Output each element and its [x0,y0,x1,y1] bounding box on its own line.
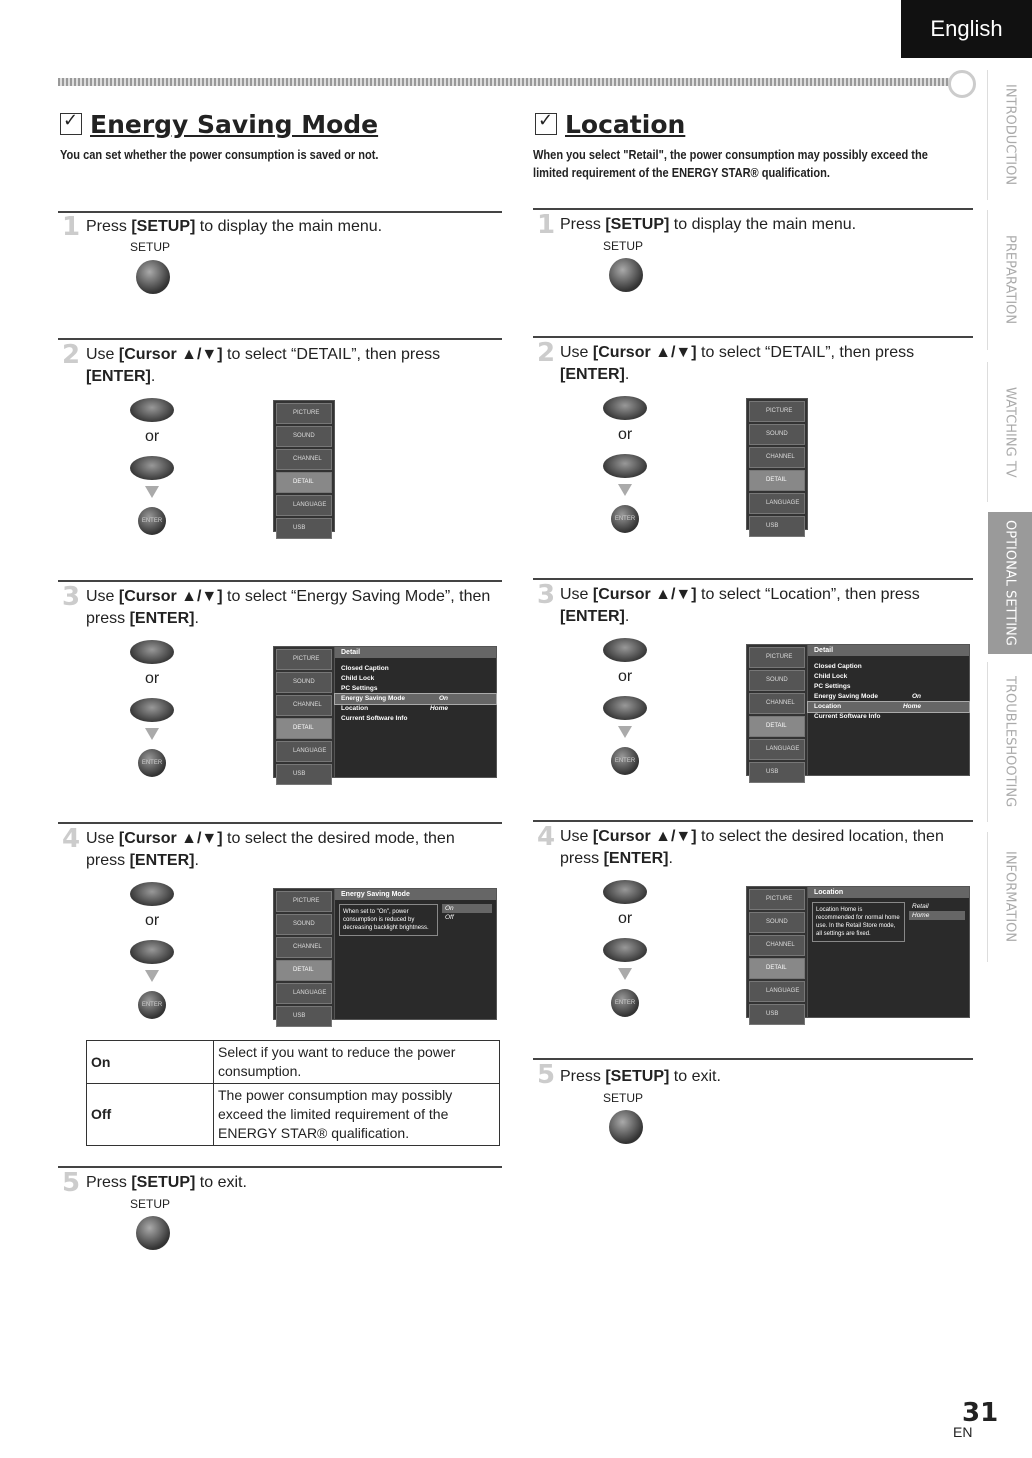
enter-button-icon: ENTER [138,507,166,535]
section-title-location: ✓Location [535,110,685,139]
tv-menu-item: USB [276,1006,332,1027]
tv-menu [274,647,335,777]
tv-menu-item: CHANNEL [749,447,805,468]
tv-menu-item: SOUND [749,912,805,933]
tv-detail-panel [335,647,496,777]
cursor-down-icon [603,454,647,478]
cursor-up-icon [603,638,647,662]
step-divider [533,1058,973,1060]
tv-menu-item: CHANNEL [276,695,332,716]
side-tab-troubleshooting[interactable]: TROUBLESHOOTING [987,662,1032,822]
tv-menu [747,645,808,775]
step-number: 3 [62,582,81,612]
tv-menu [747,887,808,1017]
tv-detail-item: Child Lock [341,675,375,682]
table-row [87,1041,500,1084]
tv-menu-item-selected: DETAIL [749,958,805,979]
header-circle-ornament [948,70,976,98]
enter-button-icon: ENTER [611,505,639,533]
tv-menu [274,889,335,1019]
arrow-down-icon [145,486,159,498]
arrow-down-icon [618,726,632,738]
setup-button-icon [609,258,643,292]
tv-menu-item: PICTURE [276,891,332,912]
tv-menu-item-selected: DETAIL [749,716,805,737]
arrow-down-icon [618,484,632,496]
tv-menu-item: CHANNEL [749,693,805,714]
step-number: 5 [537,1060,556,1090]
tv-menu-item: PICTURE [749,401,805,422]
step-number: 2 [62,340,81,370]
tv-menu-item: PICTURE [749,889,805,910]
table-value: The power consumption may possibly exceed the limited requirement of the ENERGY STAR® qualification. [214,1084,500,1146]
step-number: 4 [62,824,81,854]
tv-menu-screen [273,400,335,532]
step-text: Press [SETUP] to exit. [560,1068,721,1085]
tv-menu-item: SOUND [276,914,332,935]
tv-menu-item: USB [276,764,332,785]
section-title-energy: ✓Energy Saving Mode [60,110,378,139]
tv-menu-item: PICTURE [276,403,332,424]
or-label: or [618,668,633,685]
step-number: 1 [537,210,556,240]
tv-menu-item: LANGUAGE [749,739,805,760]
cursor-down-icon [603,938,647,962]
step-text: Press [SETUP] to display the main menu. [86,218,383,235]
tv-help-text: Location Home is recommended for normal home use. In the Retail Store mode, all settings are fixed. [812,902,905,942]
table-value: Select if you want to reduce the power consumption. [214,1041,500,1084]
language-label: English [901,0,1032,58]
tv-menu-item: SOUND [276,672,332,693]
tv-energy-panel [335,889,496,1019]
page-lang-code: EN [953,1424,973,1440]
step-divider [533,820,973,822]
cursor-up-icon [603,396,647,420]
tv-detail-screen [746,644,970,776]
step-text: Press [SETUP] to exit. [86,1174,247,1191]
side-tab-information[interactable]: INFORMATION [987,832,1032,962]
tv-energy-screen [273,888,497,1020]
tv-menu-item: USB [749,762,805,783]
side-tab-watching-tv[interactable]: WATCHING TV [987,362,1032,502]
cursor-up-icon [130,640,174,664]
checkbox-icon [535,113,557,135]
tv-option-selected: Home [909,911,965,920]
tv-detail-item: Location Home [341,705,448,712]
tv-menu-item: LANGUAGE [749,981,805,1002]
step-divider [58,822,502,824]
setup-label: SETUP [603,239,644,253]
mode-table [86,1040,500,1146]
tv-panel-header: Detail [335,647,496,658]
tv-location-panel [808,887,969,1017]
setup-button-icon [136,260,170,294]
tv-menu-item: SOUND [276,426,332,447]
step-text: Use [Cursor ▲/▼] to select “Energy Saving Mode”, then press [ENTER]. [86,588,491,627]
tv-detail-panel [808,645,969,775]
tv-menu-item: SOUND [749,424,805,445]
step-number: 5 [62,1168,81,1198]
or-label: or [618,426,633,443]
enter-button-icon: ENTER [611,747,639,775]
tv-option-selected: On [442,904,492,913]
tv-detail-item: PC Settings [814,683,851,690]
tv-menu-item: LANGUAGE [276,983,332,1004]
tv-menu-item: USB [749,1004,805,1025]
tv-menu-item: SOUND [749,670,805,691]
tv-help-text: When set to "On", power consumption is reduced by decreasing backlight brightness. [339,904,438,936]
cursor-down-icon [130,456,174,480]
arrow-down-icon [618,968,632,980]
setup-label: SETUP [603,1091,644,1105]
page-number: 31 [962,1398,999,1428]
tv-detail-item-selected: Energy Saving Mode On [335,694,496,704]
tv-menu-item-selected: DETAIL [749,470,805,491]
enter-button-icon: ENTER [138,991,166,1019]
arrow-down-icon [145,728,159,740]
table-key: On [87,1041,214,1084]
or-label: or [145,670,160,687]
step-text: Press [SETUP] to display the main menu. [560,216,857,233]
step-number: 3 [537,580,556,610]
setup-button-icon [136,1216,170,1250]
tv-menu-item: LANGUAGE [749,493,805,514]
cursor-up-icon [130,882,174,906]
step-text: Use [Cursor ▲/▼] to select “DETAIL”, then press [ENTER]. [560,344,915,383]
tv-menu-item-selected: DETAIL [276,472,332,493]
tv-detail-item: Child Lock [814,673,848,680]
tv-menu-item: USB [276,518,332,539]
step-divider [533,336,973,338]
checkbox-icon [60,113,82,135]
cursor-up-icon [603,880,647,904]
tv-menu-item: PICTURE [276,649,332,670]
tv-detail-item: Current Software Info [341,715,408,722]
tv-option: Off [445,914,454,921]
step-divider [58,1166,502,1168]
tv-panel-header: Detail [808,645,969,656]
section-description-location: When you select "Retail", the power consumption may possibly exceed the limited requirement of the ENERGY STAR® qualification. [533,147,928,180]
tv-detail-screen [273,646,497,778]
or-label: or [618,910,633,927]
step-text: Use [Cursor ▲/▼] to select the desired mode, then press [ENTER]. [86,830,455,869]
step-text: Use [Cursor ▲/▼] to select the desired location, then press [ENTER]. [560,828,944,867]
tv-detail-item: Closed Caption [814,663,862,670]
step-text: Use [Cursor ▲/▼] to select “Location”, then press [ENTER]. [560,586,920,625]
or-label: or [145,428,160,445]
step-divider [58,211,502,213]
setup-label: SETUP [130,240,171,254]
step-divider [58,580,502,582]
table-key: Off [87,1084,214,1146]
side-tab-optional-setting[interactable]: OPTIONAL SETTING [988,512,1032,654]
header-divider [58,78,958,86]
step-number: 2 [537,338,556,368]
tv-menu-item: PICTURE [749,647,805,668]
tv-detail-item: Closed Caption [341,665,389,672]
setup-button-icon [609,1110,643,1144]
or-label: or [145,912,160,929]
tv-menu-item: CHANNEL [749,935,805,956]
tv-menu-item: LANGUAGE [276,495,332,516]
section-description-energy: You can set whether the power consumption is saved or not. [60,147,379,162]
tv-option: Retail [912,903,929,910]
tv-detail-item: PC Settings [341,685,378,692]
arrow-down-icon [145,970,159,982]
enter-button-icon: ENTER [611,989,639,1017]
step-divider [58,338,502,340]
table-row [87,1084,500,1146]
cursor-down-icon [130,940,174,964]
tv-location-screen [746,886,970,1018]
enter-button-icon: ENTER [138,749,166,777]
tv-detail-item: Energy Saving Mode On [814,693,921,700]
tv-detail-item-selected: Location Home [808,702,969,712]
tv-menu-item: USB [749,516,805,537]
step-divider [533,578,973,580]
tv-menu-item: LANGUAGE [276,741,332,762]
tv-menu-item: CHANNEL [276,449,332,470]
tv-menu-item-selected: DETAIL [276,960,332,981]
cursor-down-icon [603,696,647,720]
tv-menu-screen [746,398,808,530]
step-number: 4 [537,822,556,852]
setup-label: SETUP [130,1197,171,1211]
tv-detail-item: Current Software Info [814,713,881,720]
step-text: Use [Cursor ▲/▼] to select “DETAIL”, then press [ENTER]. [86,346,441,385]
tv-menu-item: CHANNEL [276,937,332,958]
tv-menu-item-selected: DETAIL [276,718,332,739]
tv-panel-header: Location [808,887,969,898]
tv-panel-header: Energy Saving Mode [335,889,496,900]
step-number: 1 [62,212,81,242]
cursor-up-icon [130,398,174,422]
step-divider [533,208,973,210]
side-tab-preparation[interactable]: PREPARATION [987,210,1032,350]
side-tab-introduction[interactable]: INTRODUCTION [987,70,1032,200]
cursor-down-icon [130,698,174,722]
